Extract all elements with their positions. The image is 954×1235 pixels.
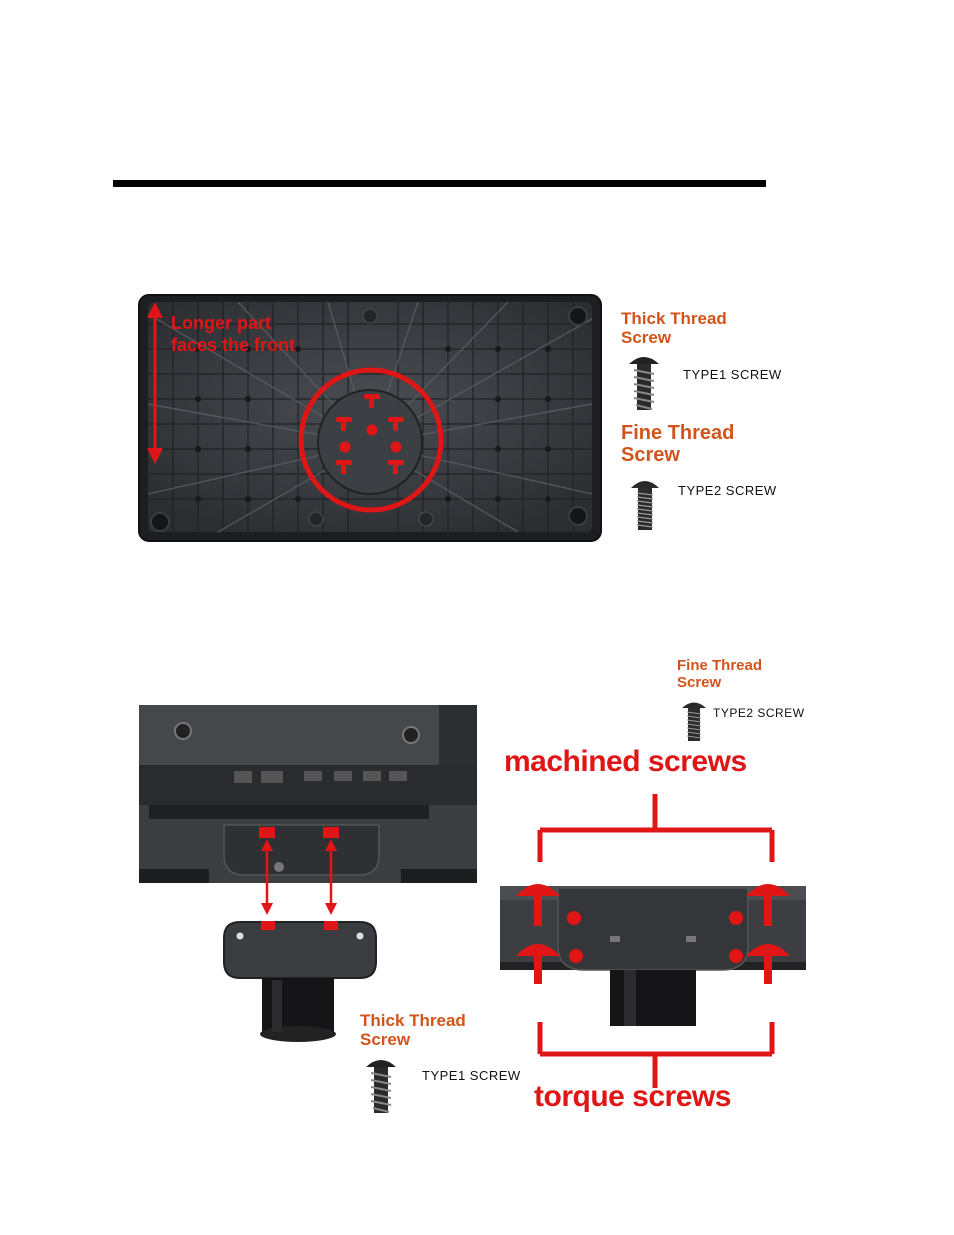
fig1-thick-thread-title [621,310,727,347]
fig2-thick-thread-line1: Thick Thread [360,1011,466,1030]
fig1-fine-thread-title [621,422,734,466]
fig2-type1-label: TYPE1 SCREW [422,1068,521,1083]
fig2-type1-screw-icon [364,1055,398,1117]
fig1-type1-label: TYPE1 SCREW [683,367,782,382]
base-orientation-note [171,312,295,356]
torque-screws-label: torque screws [534,1080,731,1113]
fig1-fine-thread-line2: Screw [621,444,680,466]
type1-screw-icon [627,352,661,414]
fig1-type2-label: TYPE2 SCREW [678,483,777,498]
fig2-type2-screw-icon [681,697,707,743]
stand-alignment-arrows [255,825,345,931]
section-divider [113,180,766,187]
fig2-thick-thread-line2: Screw [360,1029,411,1049]
fig1-fine-thread-line1: Fine Thread [621,422,735,444]
base-note-line-2: faces the front [171,335,296,355]
machined-screws-label: machined screws [504,745,747,778]
type2-screw-icon [629,474,661,532]
fig2-thick-thread-title [360,1012,466,1049]
fig1-thick-thread-line2: Screw [621,327,672,347]
base-note-line-1: Longer part [171,313,272,333]
fig2-type2-label: TYPE2 SCREW [713,706,805,720]
fig2-fine-thread-line1: Fine Thread [677,657,763,674]
fig2-fine-thread-line2: Screw [677,673,722,691]
fig1-thick-thread-line1: Thick Thread [621,309,727,328]
fig2-fine-thread-title [677,658,762,691]
stand-neck-photo [222,918,378,1042]
closeup-screw-markers [500,870,806,1010]
